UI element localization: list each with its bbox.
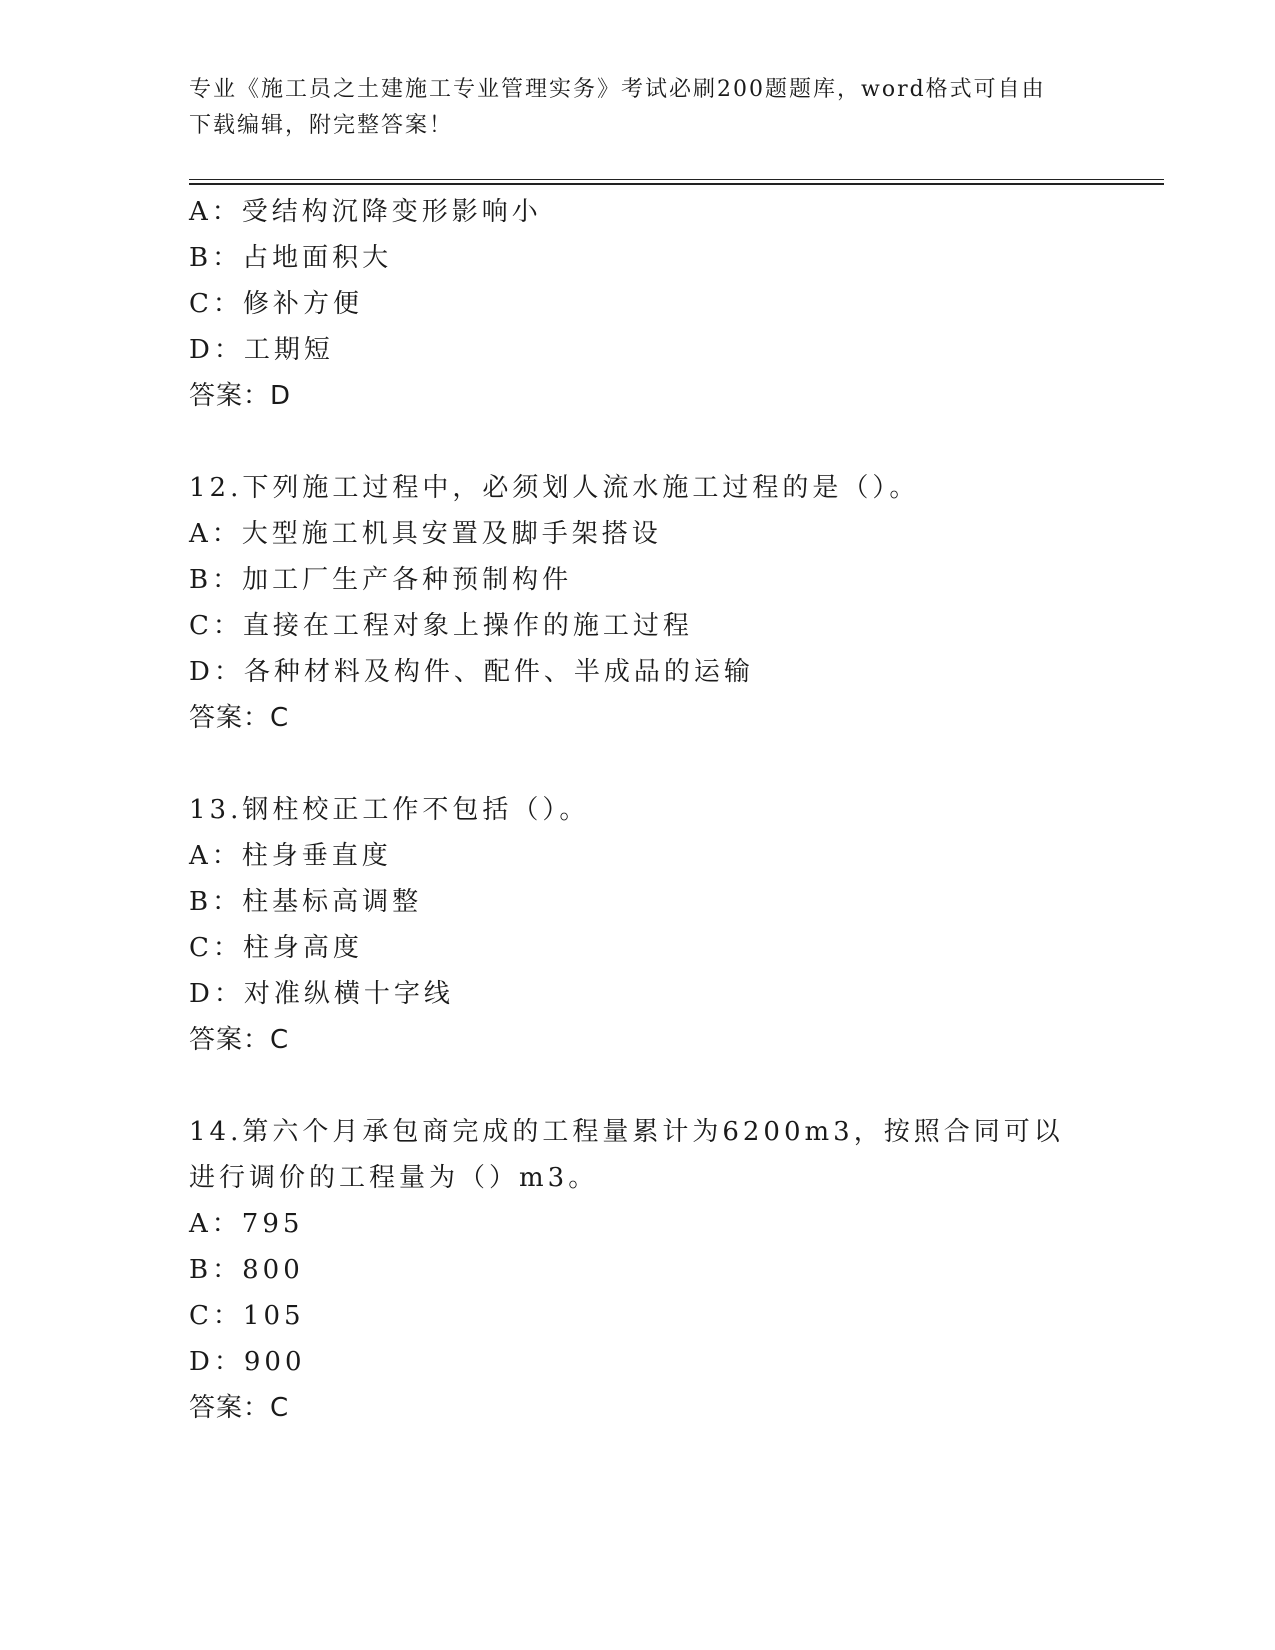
option-text: 占地面积大: [242, 243, 393, 273]
option-text: 柱身高度: [242, 933, 363, 963]
option-a: [189, 511, 1089, 557]
option-text: 105: [242, 1301, 305, 1331]
question-block-12: [189, 465, 1089, 741]
option-letter: D：: [189, 657, 244, 687]
answer-line: 答案：D: [189, 381, 292, 411]
question-block-11: [189, 189, 1089, 419]
option-c: [189, 1293, 1089, 1339]
option-letter: C：: [189, 611, 243, 641]
option-letter: A：: [189, 841, 242, 871]
option-letter: C：: [189, 933, 243, 963]
option-text: 900: [243, 1347, 306, 1377]
header-line-1: 专业《施工员之土建施工专业管理实务》考试必刷200题题库，word格式可自由: [189, 77, 1046, 102]
option-letter: D：: [189, 335, 244, 365]
question-stem: 14.第六个月承包商完成的工程量累计为6200m3，按照合同可以进行调价的工程量为（）m3。: [189, 1117, 1064, 1193]
option-d: [189, 649, 1089, 695]
option-c: [189, 281, 1089, 327]
header-divider-thick: [189, 183, 1164, 185]
option-text: 修补方便: [242, 289, 363, 319]
answer-line: 答案：C: [189, 1393, 290, 1423]
option-letter: D：: [189, 979, 244, 1009]
option-letter: B：: [189, 243, 243, 273]
option-text: 柱基标高调整: [242, 887, 423, 917]
option-a: [189, 1201, 1089, 1247]
option-b: [189, 1247, 1089, 1293]
option-letter: A：: [189, 1209, 242, 1239]
option-text: 直接在工程对象上操作的施工过程: [242, 611, 693, 641]
option-b: [189, 557, 1089, 603]
option-text: 受结构沉降变形影响小: [241, 197, 542, 227]
answer-line: 答案：C: [189, 1025, 290, 1055]
option-text: 柱身垂直度: [241, 841, 392, 871]
header-divider-thin: [189, 179, 1164, 180]
option-letter: B：: [189, 1255, 243, 1285]
option-d: [189, 971, 1089, 1017]
option-d: [189, 1339, 1089, 1385]
option-letter: A：: [189, 519, 242, 549]
option-text: 加工厂生产各种预制构件: [242, 565, 573, 595]
option-letter: B：: [189, 887, 243, 917]
option-letter: C：: [189, 1301, 243, 1331]
option-b: [189, 879, 1089, 925]
question-list: [189, 189, 1089, 1431]
option-letter: A：: [189, 197, 242, 227]
option-text: 对准纵横十字线: [243, 979, 454, 1009]
option-letter: C：: [189, 289, 243, 319]
option-text: 工期短: [243, 335, 334, 365]
option-c: [189, 925, 1089, 971]
option-c: [189, 603, 1089, 649]
option-text: 800: [242, 1255, 304, 1285]
question-block-14: [189, 1109, 1089, 1431]
option-b: [189, 235, 1089, 281]
option-d: [189, 327, 1089, 373]
document-header: [189, 72, 1089, 144]
header-line-2: 下载编辑，附完整答案！: [189, 113, 454, 138]
option-text: 795: [241, 1209, 304, 1239]
answer-line: 答案：C: [189, 703, 290, 733]
option-text: 各种材料及构件、配件、半成品的运输: [243, 657, 754, 687]
question-stem: 12.下列施工过程中，必须划人流水施工过程的是（）。: [189, 473, 920, 503]
option-text: 大型施工机具安置及脚手架搭设: [241, 519, 662, 549]
question-block-13: [189, 787, 1089, 1063]
option-a: [189, 833, 1089, 879]
option-letter: D：: [189, 1347, 244, 1377]
option-a: [189, 189, 1089, 235]
option-letter: B：: [189, 565, 243, 595]
question-stem: 13.钢柱校正工作不包括（）。: [189, 795, 590, 825]
